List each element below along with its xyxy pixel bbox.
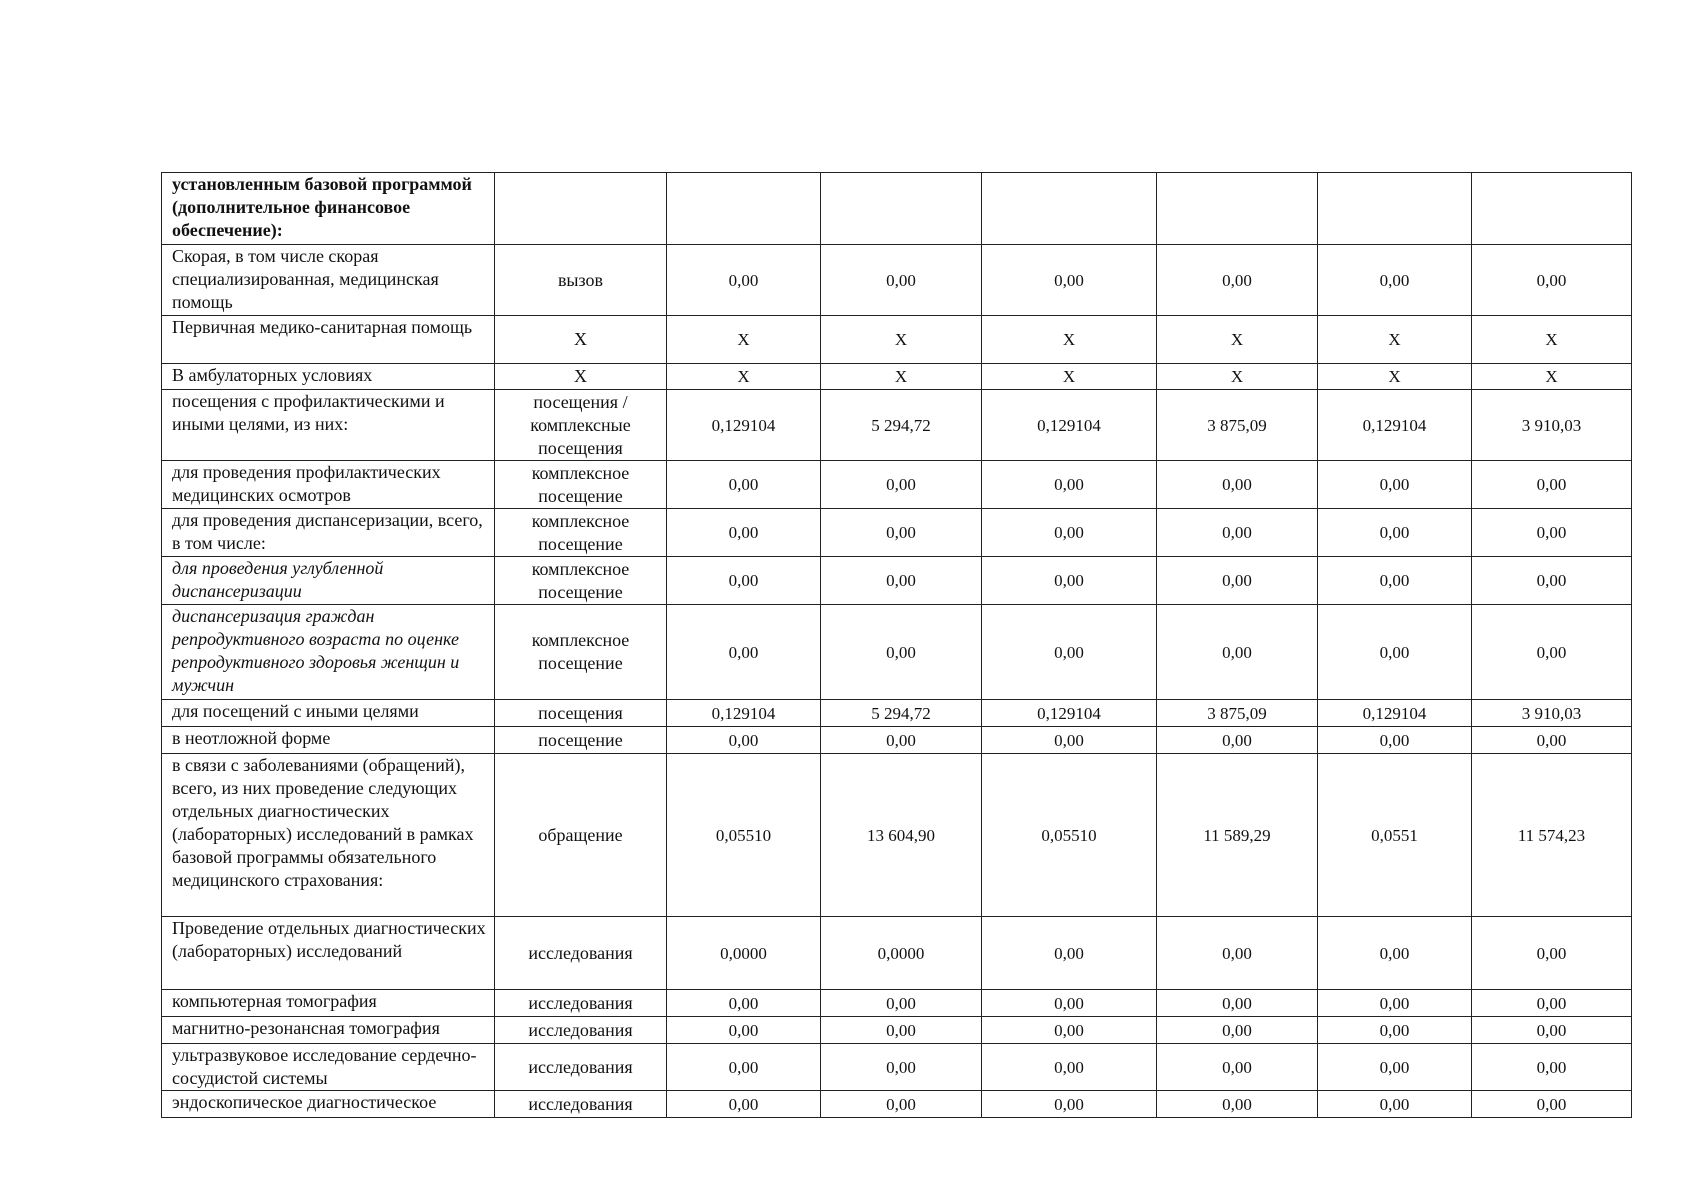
- table-row: [162, 917, 1632, 990]
- value-cell: 0,05510: [982, 754, 1157, 917]
- value-cell: 0,00: [1472, 461, 1632, 509]
- value-cell: 0,00: [821, 461, 982, 509]
- value-cell: 0,00: [1157, 557, 1318, 605]
- table-row: [162, 557, 1632, 605]
- value-cell: 13 604,90: [821, 754, 982, 917]
- value-cell: 0,00: [821, 1044, 982, 1091]
- unit-cell: посещения: [495, 700, 667, 727]
- value-cell: 0,129104: [1318, 700, 1472, 727]
- value-cell: Х: [982, 316, 1157, 364]
- value-cell: 0,129104: [1318, 390, 1472, 461]
- value-cell: 0,00: [982, 1017, 1157, 1044]
- value-cell: 0,00: [982, 245, 1157, 316]
- unit-cell: комплексное посещение: [495, 605, 667, 700]
- unit-cell: комплексное посещение: [495, 509, 667, 557]
- value-cell: Х: [821, 364, 982, 390]
- value-cell: 0,00: [667, 461, 821, 509]
- value-cell: 3 875,09: [1157, 700, 1318, 727]
- value-cell: 0,00: [667, 245, 821, 316]
- value-cell: 0,00: [1318, 509, 1472, 557]
- value-cell: 0,00: [821, 1091, 982, 1118]
- value-cell: 0,00: [1318, 990, 1472, 1017]
- value-cell: 3 875,09: [1157, 390, 1318, 461]
- value-cell: 0,00: [982, 990, 1157, 1017]
- row-label: для проведения углубленной диспансеризации: [162, 557, 495, 605]
- table-row: [162, 990, 1632, 1017]
- value-cell: [1472, 173, 1632, 245]
- value-cell: 0,00: [1472, 990, 1632, 1017]
- row-label: для проведения диспансеризации, всего, в том числе:: [162, 509, 495, 557]
- value-cell: Х: [1318, 316, 1472, 364]
- value-cell: Х: [1472, 316, 1632, 364]
- value-cell: 0,00: [982, 727, 1157, 754]
- row-label: посещения с профилактическими и иными целями, из них:: [162, 390, 495, 461]
- value-cell: 0,00: [1318, 917, 1472, 990]
- value-cell: Х: [982, 364, 1157, 390]
- row-label: для проведения профилактических медицинских осмотров: [162, 461, 495, 509]
- row-label: компьютерная томография: [162, 990, 495, 1017]
- table-row: [162, 727, 1632, 754]
- value-cell: Х: [667, 316, 821, 364]
- value-cell: 0,00: [1318, 1044, 1472, 1091]
- value-cell: 0,0000: [821, 917, 982, 990]
- row-label: установленным базовой программой (дополнительное финансовое обеспечение):: [162, 173, 495, 245]
- value-cell: 0,00: [1318, 1091, 1472, 1118]
- table-row: [162, 1044, 1632, 1091]
- value-cell: 0,00: [1318, 1017, 1472, 1044]
- value-cell: [1318, 173, 1472, 245]
- value-cell: 0,00: [667, 1091, 821, 1118]
- value-cell: 0,00: [1318, 461, 1472, 509]
- unit-cell: обращение: [495, 754, 667, 917]
- table-row: [162, 316, 1632, 364]
- table-row: [162, 605, 1632, 700]
- row-label: Первичная медико-санитарная помощь: [162, 316, 495, 364]
- table-row: [162, 364, 1632, 390]
- value-cell: 0,00: [982, 605, 1157, 700]
- value-cell: [821, 173, 982, 245]
- value-cell: Х: [821, 316, 982, 364]
- value-cell: 5 294,72: [821, 390, 982, 461]
- unit-cell: посещение: [495, 727, 667, 754]
- row-label: ультразвуковое исследование сердечно-сосудистой системы: [162, 1044, 495, 1091]
- value-cell: 3 910,03: [1472, 700, 1632, 727]
- value-cell: 11 589,29: [1157, 754, 1318, 917]
- value-cell: 0,00: [1157, 461, 1318, 509]
- value-cell: [1157, 173, 1318, 245]
- value-cell: 11 574,23: [1472, 754, 1632, 917]
- table-row: [162, 390, 1632, 461]
- value-cell: 0,00: [1472, 1091, 1632, 1118]
- value-cell: 0,0551: [1318, 754, 1472, 917]
- value-cell: 5 294,72: [821, 700, 982, 727]
- value-cell: 0,00: [667, 605, 821, 700]
- table-row: [162, 509, 1632, 557]
- unit-cell: Х: [495, 316, 667, 364]
- value-cell: 0,00: [1157, 245, 1318, 316]
- value-cell: 0,129104: [667, 390, 821, 461]
- value-cell: 0,00: [1318, 557, 1472, 605]
- row-label: диспансеризация граждан репродуктивного возраста по оценке репродуктивного здоровья женщин и мужчин: [162, 605, 495, 700]
- unit-cell: комплексное посещение: [495, 461, 667, 509]
- value-cell: 0,00: [667, 557, 821, 605]
- value-cell: 0,00: [1157, 1017, 1318, 1044]
- value-cell: 0,00: [821, 1017, 982, 1044]
- row-label: в связи с заболеваниями (обращений), всего, из них проведение следующих отдельных диагностических (лабораторных) исследований в рамках базовой программы обязательного медицинского страхования:: [162, 754, 495, 917]
- unit-cell: комплексное посещение: [495, 557, 667, 605]
- value-cell: 0,00: [1157, 990, 1318, 1017]
- value-cell: 0,00: [1318, 245, 1472, 316]
- unit-cell: исследования: [495, 1044, 667, 1091]
- table-row: [162, 700, 1632, 727]
- value-cell: 0,00: [1472, 727, 1632, 754]
- unit-cell: посещения / комплексные посещения: [495, 390, 667, 461]
- unit-cell: исследования: [495, 917, 667, 990]
- value-cell: 0,05510: [667, 754, 821, 917]
- value-cell: 0,00: [667, 1044, 821, 1091]
- value-cell: 0,0000: [667, 917, 821, 990]
- row-label: эндоскопическое диагностическое: [162, 1091, 495, 1118]
- value-cell: 0,00: [1157, 605, 1318, 700]
- row-label: магнитно-резонансная томография: [162, 1017, 495, 1044]
- row-label: В амбулаторных условиях: [162, 364, 495, 390]
- value-cell: Х: [1157, 364, 1318, 390]
- value-cell: 0,00: [1472, 1017, 1632, 1044]
- value-cell: 0,00: [1318, 727, 1472, 754]
- table-row: [162, 1091, 1632, 1118]
- value-cell: 0,00: [1157, 1044, 1318, 1091]
- value-cell: 0,00: [821, 990, 982, 1017]
- value-cell: 0,00: [1472, 605, 1632, 700]
- value-cell: 0,129104: [667, 700, 821, 727]
- value-cell: [667, 173, 821, 245]
- unit-cell: исследования: [495, 990, 667, 1017]
- value-cell: Х: [1472, 364, 1632, 390]
- value-cell: 0,00: [667, 727, 821, 754]
- value-cell: 0,00: [982, 1091, 1157, 1118]
- value-cell: 0,00: [982, 557, 1157, 605]
- value-cell: 0,00: [667, 990, 821, 1017]
- value-cell: 0,00: [982, 917, 1157, 990]
- value-cell: 0,00: [821, 245, 982, 316]
- value-cell: 0,00: [1318, 605, 1472, 700]
- table-row: [162, 461, 1632, 509]
- table-row: [162, 245, 1632, 316]
- value-cell: 0,00: [1472, 1044, 1632, 1091]
- value-cell: 0,00: [982, 461, 1157, 509]
- value-cell: 0,00: [1157, 917, 1318, 990]
- value-cell: 0,00: [667, 509, 821, 557]
- value-cell: Х: [1157, 316, 1318, 364]
- value-cell: 0,00: [1472, 245, 1632, 316]
- unit-cell: исследования: [495, 1091, 667, 1118]
- value-cell: 0,00: [821, 557, 982, 605]
- value-cell: 0,00: [667, 1017, 821, 1044]
- row-label: Проведение отдельных диагностических (лабораторных) исследований: [162, 917, 495, 990]
- row-label: Скорая, в том числе скорая специализированная, медицинская помощь: [162, 245, 495, 316]
- value-cell: 0,00: [821, 509, 982, 557]
- value-cell: 0,00: [821, 727, 982, 754]
- table-body: [162, 173, 1632, 1118]
- value-cell: 0,00: [1157, 727, 1318, 754]
- table-row: [162, 173, 1632, 245]
- table-row: [162, 1017, 1632, 1044]
- unit-cell: [495, 173, 667, 245]
- value-cell: 0,129104: [982, 390, 1157, 461]
- value-cell: 0,00: [982, 1044, 1157, 1091]
- row-label: в неотложной форме: [162, 727, 495, 754]
- row-label: для посещений с иными целями: [162, 700, 495, 727]
- value-cell: 0,00: [1472, 917, 1632, 990]
- unit-cell: Х: [495, 364, 667, 390]
- value-cell: 0,00: [982, 509, 1157, 557]
- value-cell: Х: [1318, 364, 1472, 390]
- value-cell: Х: [667, 364, 821, 390]
- value-cell: 0,00: [1472, 557, 1632, 605]
- value-cell: 0,00: [821, 605, 982, 700]
- value-cell: 0,00: [1157, 1091, 1318, 1118]
- value-cell: 0,00: [1472, 509, 1632, 557]
- value-cell: [982, 173, 1157, 245]
- financing-table: [161, 172, 1632, 1118]
- value-cell: 0,129104: [982, 700, 1157, 727]
- value-cell: 3 910,03: [1472, 390, 1632, 461]
- unit-cell: вызов: [495, 245, 667, 316]
- unit-cell: исследования: [495, 1017, 667, 1044]
- value-cell: 0,00: [1157, 509, 1318, 557]
- table-row: [162, 754, 1632, 917]
